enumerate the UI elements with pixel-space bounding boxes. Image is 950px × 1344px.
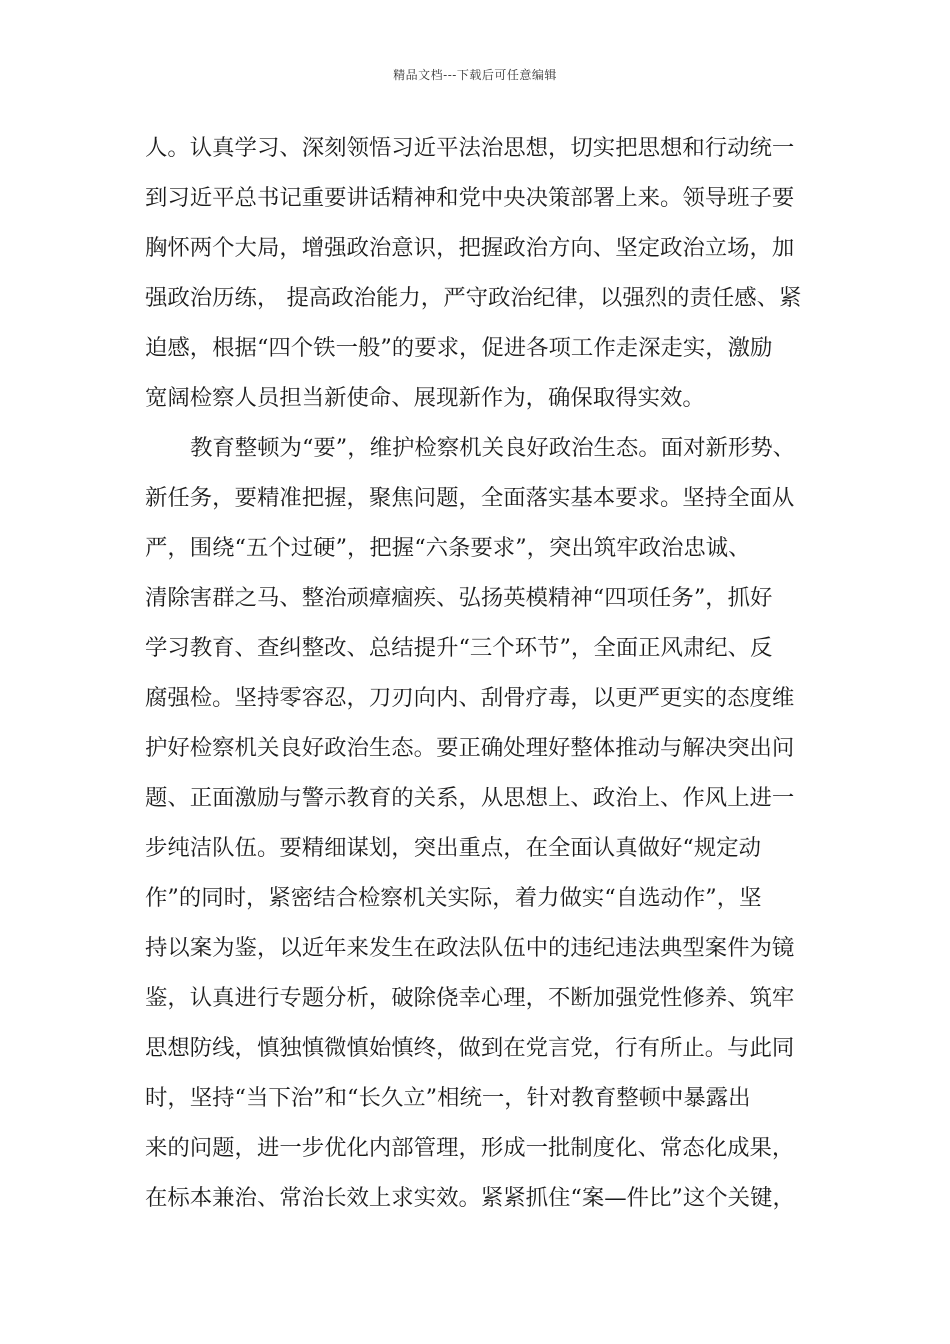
body-text-line: 腐强检。坚持零容忍，刀刃向内、刮骨疗毒，以更严更实的态度维: [145, 685, 795, 711]
body-text-line: 新任务，要精准把握，聚焦问题，全面落实基本要求。坚持全面从: [145, 485, 795, 511]
body-text-line: 鉴，认真进行专题分析，破除侥幸心理，不断加强党性修养、筑牢: [145, 985, 795, 1011]
paragraph-first-line: 教育整顿为“要”，维护检察机关良好政治生态。面对新形势、: [190, 435, 796, 461]
body-text-line: 来的问题，进一步优化内部管理，形成一批制度化、常态化成果，: [145, 1135, 795, 1161]
body-text-line: 持以案为鉴，以近年来发生在政法队伍中的违纪违法典型案件为镜: [145, 935, 795, 961]
body-text-line: 宽阔检察人员担当新使命、展现新作为，确保取得实效。: [145, 385, 705, 411]
body-text-line: 作”的同时，紧密结合检察机关实际，着力做实“自选动作”，坚: [145, 885, 762, 911]
body-text-line: 严，围绕“五个过硬”，把握“六条要求”，突出筑牢政治忠诚、: [145, 535, 751, 561]
page-header: 精品文档---下载后可任意编辑: [393, 68, 557, 82]
body-text-line: 在标本兼治、常治长效上求实效。紧紧抓住“案—件比”这个关键，: [145, 1185, 795, 1211]
body-text-line: 题、正面激励与警示教育的关系，从思想上、政治上、作风上进一: [145, 785, 795, 811]
body-text-line: 迫感，根据“四个铁一般”的要求，促进各项工作走深走实，激励: [145, 335, 773, 361]
body-text-line: 学习教育、查纠整改、总结提升“三个环节”，全面正风肃纪、反: [145, 635, 773, 661]
body-text-line: 人。认真学习、深刻领悟习近平法治思想，切实把思想和行动统一: [145, 135, 795, 161]
body-text-line: 思想防线，慎独慎微慎始慎终，做到在党言党，行有所止。与此同: [145, 1035, 795, 1061]
body-text-line: 强政治历练， 提高政治能力，严守政治纪律，以强烈的责任感、紧: [145, 285, 802, 311]
body-text-line: 时，坚持“当下治”和“长久立”相统一，针对教育整顿中暴露出: [145, 1085, 751, 1111]
body-text-line: 到习近平总书记重要讲话精神和党中央决策部署上来。领导班子要: [145, 185, 795, 211]
body-text-line: 护好检察机关良好政治生态。要正确处理好整体推动与解决突出问: [145, 735, 795, 761]
body-text-line: 清除害群之马、整治顽瘴痼疾、弘扬英模精神“四项任务”，抓好: [145, 585, 773, 611]
body-text-line: 步纯洁队伍。要精细谋划，突出重点，在全面认真做好“规定动: [145, 835, 761, 861]
body-text-line: 胸怀两个大局，增强政治意识，把握政治方向、坚定政治立场，加: [145, 235, 795, 261]
